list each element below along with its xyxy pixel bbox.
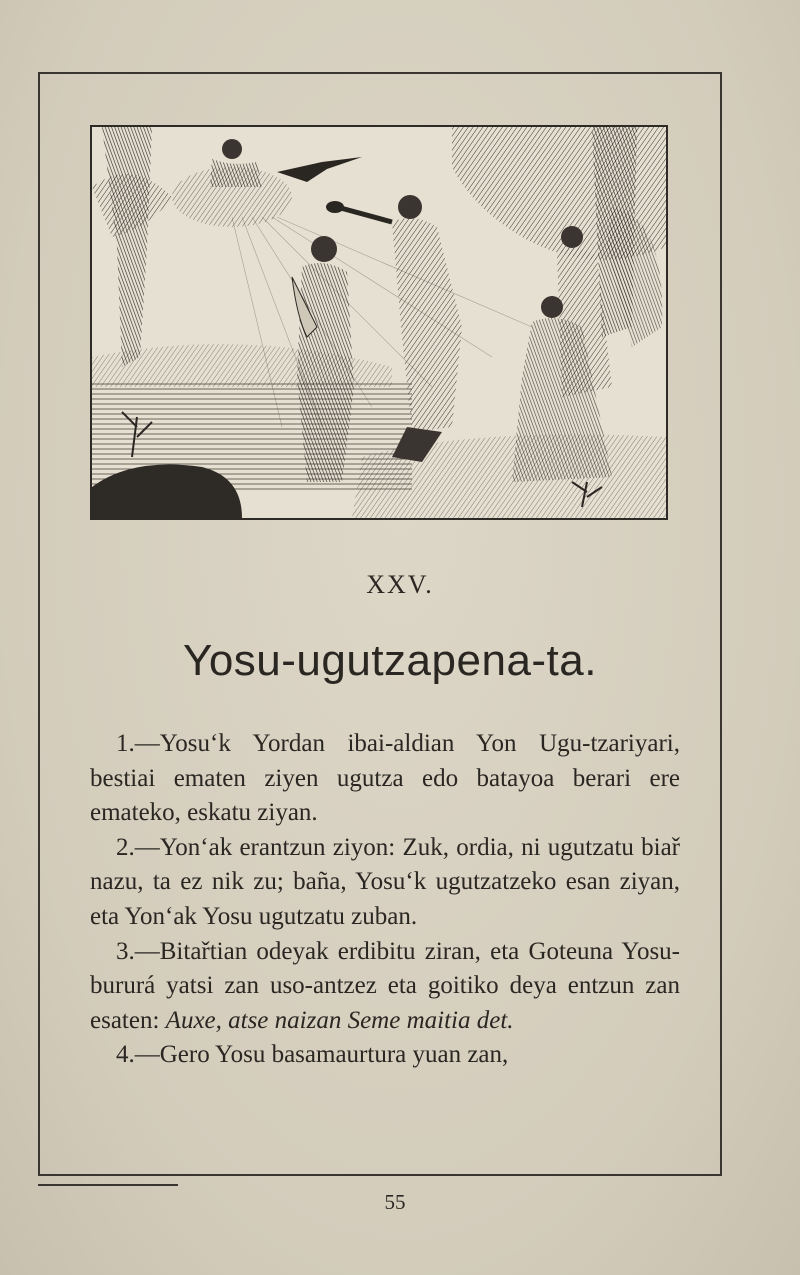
baptism-engraving-illustration [90,125,668,520]
chapter-title: Yosu-ugutzapena-ta. [183,636,597,685]
paragraph-4 [90,1038,680,1073]
frame-underline [38,1184,178,1186]
baptism-engraving-icon [92,127,666,518]
paragraph-2 [90,831,680,935]
chapter-number: XXV. [366,570,434,599]
paragraph-text: 2.—Yon‘ak erantzun ziyon: Zuk, ordia, ni ugutzatu biař nazu, ta ez nik zu; baña, Yosu‘k ugutzatzeko esan ziyan, eta Yon‘ak Yosu ugutzatu zuban. [90,833,680,930]
chapter-body [90,727,680,1073]
paragraph-italic-quote: Auxe, atse naizan Seme maitia det. [165,1006,514,1034]
paragraph-1 [90,727,680,831]
paragraph-text: 3.—Bitařtian odeyak erdibitu ziran, eta Goteuna Yosu-bururá yatsi zan uso-antzez eta goitiko deya entzun zan esaten: [90,937,680,1034]
paragraph-3 [90,935,680,1039]
paragraph-text: 4.—Gero Yosu basamaurtura yuan zan, [116,1041,509,1069]
paragraph-text: 1.—Yosu‘k Yordan ibai-aldian Yon Ugu-tzariyari, bestiai ematen ziyen ugutza edo batayoa berari ere emateko, eskatu ziyan. [90,730,680,827]
page-number: 55 [384,1190,406,1214]
